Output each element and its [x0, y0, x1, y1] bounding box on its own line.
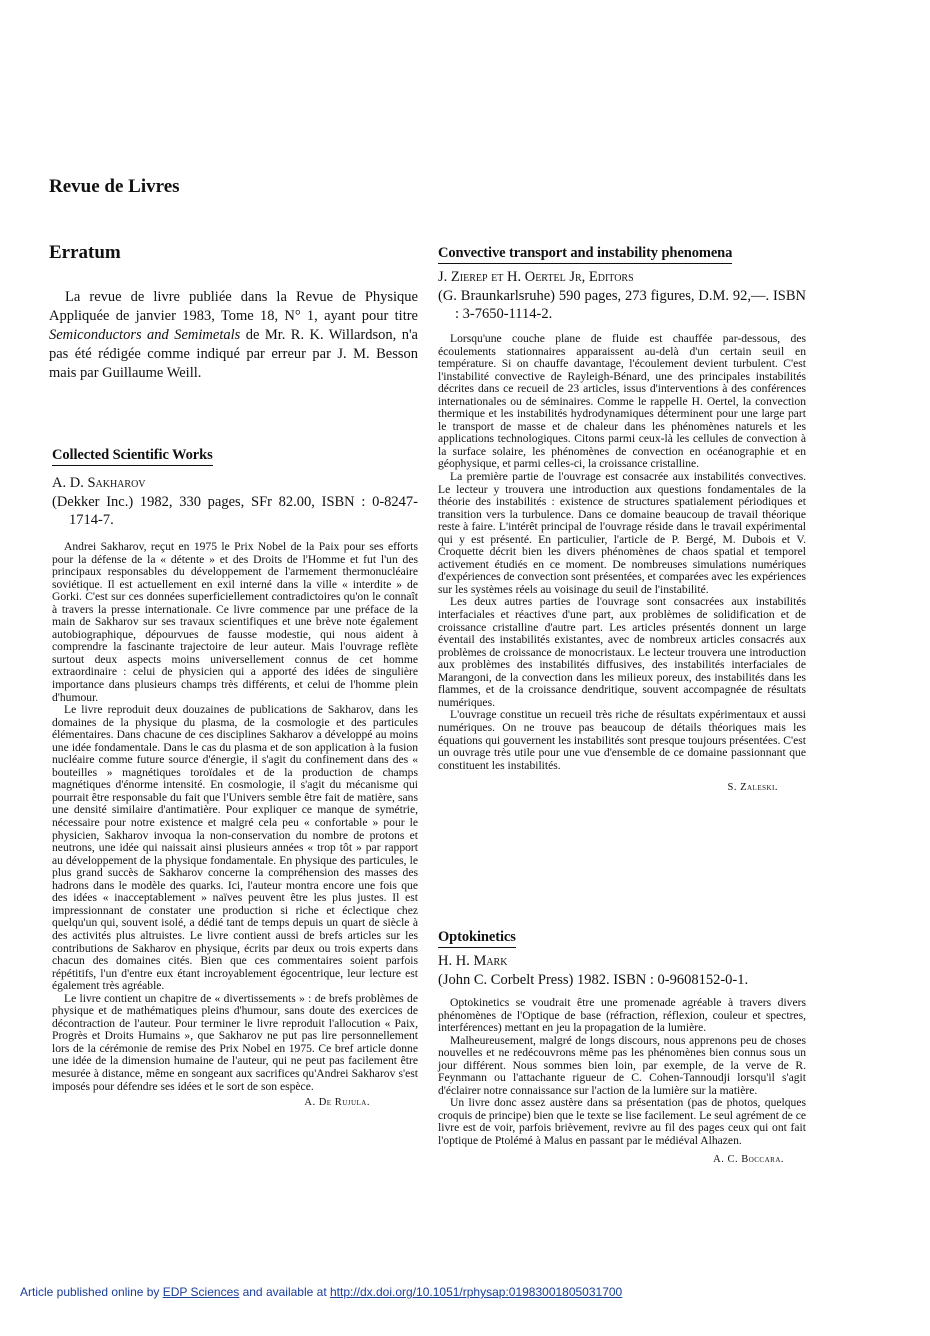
review-paragraph: Optokinetics se voudrait être une promenade agréable à travers divers phénomènes de l'Optique de base (réfraction, réflexion, couleur et spectres, interférences) mettant en jeu la propagation de la lumière.	[438, 996, 806, 1035]
footer	[20, 1285, 622, 1299]
review-publication: (G. Braunkarlsruhe) 590 pages, 273 figures, D.M. 92,—. ISBN : 3-7650-1114-2.	[438, 288, 806, 322]
review-publication: (John C. Corbelt Press) 1982. ISBN : 0-9608152-0-1.	[438, 972, 749, 988]
review-paragraph: Le livre reproduit deux douzaines de publications de Sakharov, dans les domaines de la physique du plasma, de la cosmologie et des particules élémentaires. Dans chacune de ces disciplines Sakharov a développé au moins une idée fondamentale. Dans le cas du plasma et de son application à la fusion nucléaire comme future source d'énergie, il s'agit du confinement dans des « bouteilles » magnétiques toroïdales et de la production de champs magnétiques d'énorme intensité. En cosmologie, il s'agit du mécanisme qui pourrait être responsable du fait que l'Univers semble être fait de matière, sans une densité similaire d'antimatière. Pour expliquer ce manque de symétrie, nécessaire pour notre existence et malgré cela peu « confortable » pour le physicien, Sakharov invoqua la non-conservation du nombre de protons et neutrons, une idée qui naissait ainsi plusieurs années « trop tôt » par rapport au développement de la physique fondamentale. En physique des particules, le plus grand succès de Sakharov concerne la compréhension des masses des hadrons dans le modèle des quarks. Ici, l'auteur montra encore une fois que des idées « inacceptablement » naïves peuvent être les plus justes. Il est impressionnant de constater une production si riche et éclectique chez quelqu'un qui, souvent isolé, a dédié tant de temps depuis un quart de siècle à des activités plus altruistes. Le livre contient aussi de brefs articles sur les contributions de Sakharov en physique, écrits par deux ou trois experts dans chacun des domaines cités. Bien que ces commentaires soient parfois répétitifs, l'un d'entre eux étant incroyablement égocentrique, leur lecture est également très agréable.	[52, 703, 418, 993]
review-paragraph: Lorsqu'une couche plane de fluide est chauffée par-dessous, des écoulements stationnaires apparaissent au-delà d'un certain seuil en température. Si on chauffe davantage, l'écoulement devient turbulent. C'est l'instabilité convective de Rayleigh-Bénard, une des principales instabilités décrites dans ce recueil de 23 articles, issus d'interventions à des conférences internationales ou de séminaires. Comme le rappelle H. Oertel, la convection thermique et les instabilités hydrodynamiques déterminent pour une large part le transport de masse et de chaleur dans les phénomènes naturels et les applications technologiques. Citons parmi ceux-là les cellules de convection à la surface solaire, les phénomènes de convection en océanographie et en géophysique, et parmi celles-ci, la croissance cristalline.	[438, 332, 806, 471]
edp-sciences-link[interactable]: EDP Sciences	[162, 1285, 240, 1299]
review-paragraph: La première partie de l'ouvrage est consacrée aux instabilités convectives. Le lecteur y trouvera une introduction aux questions fondamentales de la théorie des instabilités : existence de structures spatialement périodiques et transition vers la turbulence. Dans ce domaine beaucoup de travail théorique reste à faire. L'intérêt principal de l'ouvrage réside dans le travail expérimental qui y est présenté. En particulier, l'article de P. Bergé, M. Dubois et V. Croquette décrit bien les divers phénomènes de chaos spatial et temporel activement étudiés en ce moment. De nombreuses simulations numériques d'expériences de convection sont présentées, et comparées avec les expériences sur les systèmes réels au voisinage du seuil de l'instabilité.	[438, 470, 806, 596]
review-optokinetics	[438, 928, 806, 1165]
review-author: J. Zierep et H. Oertel Jr, Editors	[438, 269, 634, 285]
review-signature: S. Zaleski.	[727, 782, 778, 794]
footer-middle: and available at	[239, 1285, 330, 1299]
review-paragraph: Un livre donc assez austère dans sa présentation (pas de photos, quelques croquis de principe) bien que le texte se lise facilement. Le seul agrément de ce livre est de voir, parfois brièvement, revivre au fil des pages ceux qui ont fait l'optique de Ptolémé à Malus en passant par le médiéval Alhazen.	[438, 1096, 806, 1148]
review-title: Optokinetics	[438, 929, 516, 948]
review-publication: (Dekker Inc.) 1982, 330 pages, SFr 82.00, ISBN : 0-8247-1714-7.	[52, 494, 418, 528]
footer-prefix: Article published online by	[20, 1285, 163, 1299]
erratum-text	[49, 288, 418, 383]
review-paragraph: Les deux autres parties de l'ouvrage sont consacrées aux instabilités interfaciales et réactives d'une part, aux problèmes de solidification et de croissance cristalline d'autre part. Les articles présentés donnent un large éventail des instabilités existantes, avec de nombreux articles consacrés aux problèmes de croissance de monocristaux. Le lecteur trouvera une introduction aux problèmes des instabilités diffusives, des instabilités interfaciales de Marangoni, de la convection dans les milieux poreux, des instabilités dans les flammes, et de la croissance dendritique, souvent accompagnée de résultats numériques.	[438, 595, 806, 709]
erratum-section	[49, 288, 418, 383]
review-signature: A. C. Boccara.	[713, 1153, 784, 1165]
review-paragraph: Malheureusement, malgré de longs discours, nous apprenons peu de choses nouvelles et ne redécouvrons même pas les phénomènes bien connus sous un jour différent. Nous sommes bien loin, par exemple, de la verve de R. Feynmann ou l'attachante rigueur de C. Cohen-Tannoudji lorsqu'il s'agit d'éclairer notre connaissance sur l'action de la lumière sur la matière.	[438, 1033, 806, 1097]
review-author: H. H. Mark	[438, 953, 508, 969]
erratum-text-after: de Mr. R. K. Willardson, n'a pas été rédigée comme indiqué par erreur par J. M. Besson mais par Guillaume Weill.	[49, 327, 418, 381]
review-signature: A. De Rujula.	[304, 1097, 370, 1109]
review-paragraph: L'ouvrage constitue un recueil très riche de résultats expérimentaux et aussi numériques. On ne trouve pas beaucoup de détails théoriques mais les équations qui gouvernent les instabilités sont presque toujours présentées. C'est un ouvrage très utile pour une vue d'ensemble de ce domaine passionnant que constituent les instabilités.	[438, 708, 806, 772]
review-paragraph: Andrei Sakharov, reçut en 1975 le Prix Nobel de la Paix pour ses efforts pour la défense de la « détente » et des Droits de l'Homme et fut l'un des principaux responsables du développement de l'armement thermonucléaire soviétique. Il est actuellement en exil interné dans la ville « interdite » de Gorki. C'est sur ces données superficiellement contradictoires qu'on le connaît à travers la presse internationale. Ce livre commence par une préface de la main de Sakharov sur ses travaux scientifiques et une brève note également autobiographique, dépourvues de fausse modestie, qui nous aident à comprendre la fascinante trajectoire de leur auteur. Mais l'ouvrage reflète surtout deux aspects moins universellement connus de cet homme extraordinaire : celui de physicien qui a apporté des idées de singulière importance dans plusieurs champs très différents, et celui de l'homme plein d'humour.	[52, 540, 418, 704]
review-body	[52, 541, 418, 1093]
review-paragraph: Le livre contient un chapitre de « divertissements » : de brefs problèmes de physique et de mathématiques pleins d'humour, sans doute des exercices de décontraction de l'auteur. Pour terminer le livre reproduit l'allocution « Paix, Progrès et Droits Humains », que Sakharov ne put pas lire personnellement lors de la cérémonie de remise des Prix Nobel en 1975. Ce bref article donne une idée de la dimension humaine de l'auteur, qui ne peut pas facilement être mesurée à distance, même en songeant aux sacrifices qu'Andrei Sakharov s'est imposés pour défendre ses idées et le sort de son espèce.	[52, 991, 418, 1093]
erratum-text-before: La revue de livre publiée dans la Revue de Physique Appliquée de janvier 1983, Tome 18, N° 1, ayant pour titre	[49, 289, 418, 324]
erratum-italic-title: Semiconductors and Semimetals	[49, 327, 241, 343]
erratum-title: Erratum	[49, 242, 121, 263]
review-collected	[52, 446, 418, 1108]
review-convective	[438, 244, 806, 793]
review-author: A. D. Sakharov	[52, 475, 146, 491]
review-body	[438, 333, 806, 772]
page-heading: Revue de Livres	[49, 176, 180, 197]
review-title: Collected Scientific Works	[52, 447, 213, 466]
review-title: Convective transport and instability phenomena	[438, 245, 732, 264]
doi-link[interactable]: http://dx.doi.org/10.1051/rphysap:01983001805031700	[329, 1285, 623, 1299]
review-body	[438, 997, 806, 1148]
